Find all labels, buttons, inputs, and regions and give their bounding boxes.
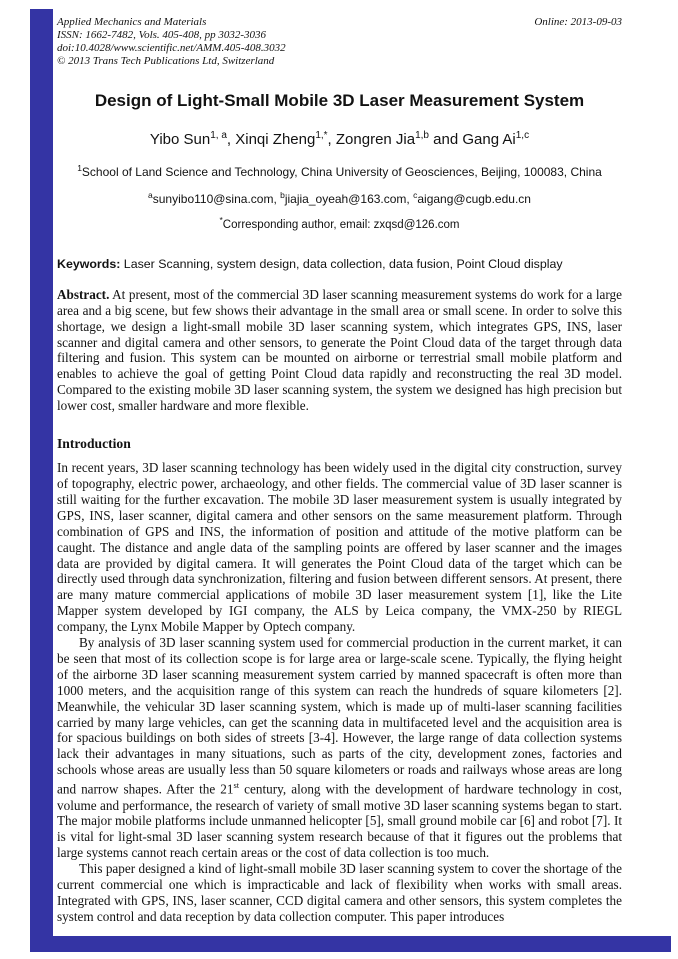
email-address: aigang@cugb.edu.cn bbox=[417, 192, 531, 206]
page-content bbox=[57, 16, 622, 925]
keywords-label: Keywords: bbox=[57, 256, 121, 271]
author-name: , Zongren Jia bbox=[327, 131, 416, 148]
author-name: , Xinqi Zheng bbox=[226, 131, 316, 148]
author-affiliation-mark: 1, a bbox=[210, 130, 227, 141]
author-affiliation-mark: 1,* bbox=[315, 130, 328, 141]
ordinal-superscript: st bbox=[233, 780, 240, 791]
email-address: jiajia_oyeah@163.com, bbox=[284, 192, 414, 206]
introduction-paragraph-1: In recent years, 3D laser scanning technology has been widely used in the digital city construction, survey of topography, electric power, archaeology, and other fields. The commercial value of 3D laser scanner is still waiting for the further excavation. The mobile 3D laser measurement system is usually integrated by GPS, INS, laser scanner, digital camera and other sensors on the same measurement platform. Through combination of GPS and INS, the information of position and attitude of the motive platform can be caught. The distance and angle data of the sampling points are offered by laser scanner and the images data are provided by digital camera. It will generates the Point Cloud data of the target which can be directly used through data synchronization, filtering and fusion between different sensors. At present, there are many mature commercial applications of mobile 3D laser measurement system [1], like the Lite Mapper system developed by IGI company, the ALS by Leica company, the VMX-250 by RIEGL company, the Lynx Mobile Mapper by Optech company. bbox=[57, 460, 622, 635]
journal-header-left bbox=[57, 16, 286, 68]
online-date: Online: 2013-09-03 bbox=[534, 16, 622, 28]
introduction-paragraph-3: This paper designed a kind of light-small mobile 3D laser scanning system to cover the shortage of the current commercial one which is impracticable and lack of flexibility when works with small areas. Integrated with GPS, INS, laser scanner, CCD digital camera and other sensors, this system completes the system control and data reception by data collection computer. This paper introduces bbox=[57, 861, 622, 924]
author-name: Yibo Sun bbox=[149, 131, 211, 148]
abstract-text: At present, most of the commercial 3D laser scanning measurement systems do work for a large area and a big scene, but few shows their advantage in the small area or small scene. In order to solve this shortage, we design a light-small mobile 3D laser scanning system, which integrates GPS, INS, laser scanner and digital camera and other sensors, to generate the Point Cloud data of the target through data filtering and fusion. This system can be mounted on airborne or terrestrial small mobile platform and enables to achieve the goal of getting Point Cloud data rapidly and reconstructing the real 3D model. Compared to the existing mobile 3D laser scanning system, the system we designed has high precision but lower cost, smaller hardware and more flexible. bbox=[57, 286, 622, 414]
affiliation-mark: 1 bbox=[77, 163, 82, 173]
emails-line bbox=[57, 188, 622, 207]
doi-line: doi:10.4028/www.scientific.net/AMM.405-408.3032 bbox=[57, 42, 286, 54]
issn-line: ISSN: 1662-7482, Vols. 405-408, pp 3032-3036 bbox=[57, 29, 266, 41]
affiliation-text: School of Land Science and Technology, China University of Geosciences, Beijing, 100083, China bbox=[81, 165, 602, 179]
corresponding-mark: * bbox=[219, 215, 223, 225]
section-heading-introduction: Introduction bbox=[57, 436, 131, 452]
introduction-paragraph-2 bbox=[57, 635, 622, 861]
paragraph-2-text: century, along with the development of hardware technology in cost, volume and performance, the research of variety of small motive 3D laser scanning systems began to start. The major mobile platforms include unmanned helicopter [5], small ground mobile car [6] and robot [7]. It is vital for light-smal 3D laser scanning system research because of that it figures out the problems that large systems cannot reach certain areas or the cost of data collection is too much. bbox=[57, 781, 622, 861]
keywords-line bbox=[57, 256, 622, 272]
page-border-bottom bbox=[30, 936, 671, 952]
authors-line bbox=[57, 126, 622, 149]
author-name: and Gang Ai bbox=[429, 131, 516, 148]
email-mark: a bbox=[148, 190, 153, 200]
paper-title: Design of Light-Small Mobile 3D Laser Measurement System bbox=[94, 91, 585, 110]
paragraph-2-text: By analysis of 3D laser scanning system used for commercial production in the current market, it can be seen that most of its collection scope is for large area or large-scale scene. Typically, the flying height of the airborne 3D laser scanning measurement system carried by manned spacecraft is often more than 1000 meters, and the acquisition range of this system can reach the hundreds of square kilometers [2]. Meanwhile, the vehicular 3D laser scanning system, which is made up of multi-laser scanning facilities carried by many large vehicles, can get the scanning data in multifaceted level and the acquisition area is for spacious buildings on both sides of streets [3-4]. However, the large range of data collection systems lack their advantages in many situations, such as parts of the city, development zones, factories and schools whose areas are usually less than 50 square kilometers or roads and railways whose areas are long and narrow shapes. After the 21 bbox=[57, 635, 622, 797]
author-affiliation-mark: 1,c bbox=[515, 130, 530, 141]
page-border-left bbox=[30, 9, 53, 952]
author-affiliation-mark: 1,b bbox=[415, 130, 429, 141]
copyright-line: © 2013 Trans Tech Publications Ltd, Switzerland bbox=[57, 55, 275, 67]
journal-header bbox=[57, 16, 622, 68]
corresponding-author-line bbox=[57, 213, 622, 232]
abstract-label: Abstract. bbox=[57, 286, 110, 302]
email-address: sunyibo110@sina.com, bbox=[152, 192, 281, 206]
email-mark: b bbox=[280, 190, 285, 200]
keywords-text: Laser Scanning, system design, data collection, data fusion, Point Cloud display bbox=[120, 256, 563, 271]
affiliation-line bbox=[57, 161, 622, 180]
journal-name: Applied Mechanics and Materials bbox=[57, 16, 207, 28]
email-mark: c bbox=[413, 190, 418, 200]
abstract-paragraph bbox=[57, 287, 622, 414]
corresponding-text: Corresponding author, email: zxqsd@126.com bbox=[222, 218, 460, 231]
